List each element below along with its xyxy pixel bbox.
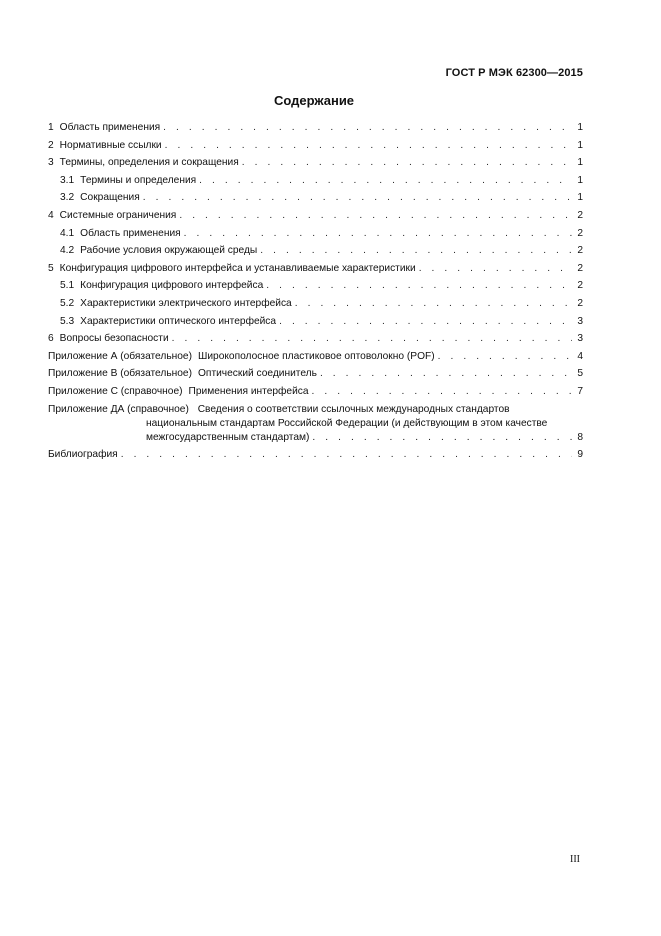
- toc-entry-6[interactable]: [48, 332, 583, 346]
- toc-entry-page: 2: [577, 297, 583, 309]
- toc-entry-page: 2: [577, 280, 583, 292]
- toc-entry-number: 3.1: [60, 174, 75, 186]
- toc-entry-label: Нормативные ссылки: [59, 139, 162, 151]
- toc-entry-label: Оптический соединитель: [198, 368, 317, 380]
- toc-entry-number: 5.3: [60, 315, 75, 327]
- toc-entry-number: 6: [48, 333, 54, 345]
- appendix-prefix: Приложение ДА (справочное): [48, 403, 189, 415]
- toc-leader-dots: [242, 156, 572, 170]
- toc-entry-3[interactable]: [48, 156, 583, 170]
- toc-entry-number: 4.1: [60, 227, 75, 239]
- appendix-prefix: Приложение С (справочное): [48, 385, 183, 397]
- toc-entry-label: Характеристики оптического интерфейса: [80, 315, 277, 327]
- toc-entry-4[interactable]: [48, 209, 583, 223]
- toc-entry-label: Конфигурация цифрового интерфейса и устанавливаемые характеристики: [59, 262, 416, 274]
- toc-entry-page: 7: [577, 385, 583, 397]
- toc-entry-number: 4.2: [60, 245, 75, 257]
- toc-leader-dots: [266, 279, 572, 293]
- toc-leader-dots: [184, 227, 572, 241]
- toc-entry-number: 3: [48, 157, 54, 169]
- toc-leader-dots: [172, 332, 572, 346]
- toc-leader-dots: [312, 431, 574, 445]
- toc-leader-dots: [260, 244, 572, 258]
- toc-leader-dots: [279, 315, 572, 329]
- toc-entry-appendix-da[interactable]: [48, 403, 583, 445]
- toc-entry-2[interactable]: [48, 139, 583, 153]
- toc-entry-bibliography[interactable]: [48, 448, 583, 462]
- toc-entry-page: 2: [577, 209, 583, 221]
- toc-entry-label: Применения интерфейса: [188, 385, 309, 397]
- toc-entry-number: 3.2: [60, 192, 75, 204]
- toc-entry-label: Системные ограничения: [59, 209, 177, 221]
- toc-leader-dots: [165, 139, 572, 153]
- toc-entry-page: 3: [577, 333, 583, 345]
- toc-entry-label: Термины и определения: [80, 174, 197, 186]
- toc-leader-dots: [320, 367, 572, 381]
- toc-leader-dots: [295, 297, 572, 311]
- toc-entry-page: 1: [577, 122, 583, 133]
- toc-entry-label: Конфигурация цифрового интерфейса: [80, 280, 264, 292]
- toc-entry-label: Широкополосное пластиковое оптоволокно (POF): [198, 350, 435, 362]
- toc-entry-appendix-c[interactable]: [48, 385, 583, 399]
- toc-entry-number: 5.2: [60, 297, 75, 309]
- toc-entry-page: 9: [577, 449, 583, 461]
- toc-entry-label-line2: национальным стандартам Российской Федерации (и действующим в этом качестве: [146, 417, 548, 429]
- toc-entry-5-1[interactable]: [48, 279, 583, 293]
- toc-entry-label: Область применения: [80, 227, 181, 239]
- toc-entry-label: Область применения: [59, 122, 161, 133]
- toc-entry-label: Термины, определения и сокращения: [59, 157, 239, 169]
- toc-entry-appendix-a[interactable]: [48, 350, 583, 364]
- toc-entry-3-2[interactable]: [48, 191, 583, 205]
- toc-entry-label: Вопросы безопасности: [59, 333, 169, 345]
- toc-entry-4-2[interactable]: [48, 244, 583, 258]
- appendix-prefix: Приложение А (обязательное): [48, 350, 192, 362]
- toc-entry-1[interactable]: [48, 121, 583, 135]
- table-of-contents: [48, 121, 583, 466]
- toc-entry-number: 1: [48, 122, 54, 133]
- toc-entry-page: 1: [577, 192, 583, 204]
- toc-entry-first-line: [48, 403, 583, 417]
- toc-entry-number: 5.1: [60, 280, 75, 292]
- toc-entry-label-line1: Сведения о соответствии ссылочных международных стандартов: [197, 403, 510, 415]
- toc-leader-dots: [312, 385, 572, 399]
- toc-entry-label: Характеристики электрического интерфейса: [80, 297, 292, 309]
- page-number: III: [570, 854, 580, 865]
- toc-entry-3-1[interactable]: [48, 174, 583, 188]
- toc-leader-dots: [121, 448, 572, 462]
- toc-entry-last-line: [48, 431, 583, 445]
- toc-entry-4-1[interactable]: [48, 227, 583, 241]
- toc-entry-label: Рабочие условия окружающей среды: [80, 245, 258, 257]
- toc-entry-5-3[interactable]: [48, 315, 583, 329]
- toc-entry-label: Сокращения: [80, 192, 140, 204]
- toc-entry-number: 4: [48, 209, 54, 221]
- toc-title: Содержание: [273, 93, 355, 108]
- toc-entry-page: 8: [577, 431, 583, 443]
- toc-entry-number: 5: [48, 262, 54, 274]
- toc-entry-appendix-b[interactable]: [48, 367, 583, 381]
- toc-leader-dots: [419, 262, 572, 276]
- toc-leader-dots: [143, 191, 572, 205]
- toc-entry-5[interactable]: [48, 262, 583, 276]
- toc-entry-page: 2: [577, 227, 583, 239]
- toc-entry-page: 3: [577, 315, 583, 327]
- toc-entry-page: 4: [577, 350, 583, 362]
- toc-entry-number: 2: [48, 139, 54, 151]
- toc-leader-dots: [199, 174, 572, 188]
- toc-entry-5-2[interactable]: [48, 297, 583, 311]
- appendix-prefix: Приложение В (обязательное): [48, 368, 192, 380]
- toc-entry-page: 2: [577, 245, 583, 257]
- toc-leader-dots: [438, 350, 572, 364]
- toc-leader-dots: [179, 209, 572, 223]
- toc-entry-page: 1: [577, 174, 583, 186]
- toc-leader-dots: [163, 121, 572, 135]
- toc-entry-label-line3: межгосударственным стандартам): [146, 431, 310, 443]
- toc-entry-page: 1: [577, 139, 583, 151]
- toc-entry-page: 1: [577, 157, 583, 169]
- toc-entry-page: 2: [577, 262, 583, 274]
- document-standard-id: ГОСТ Р МЭК 62300—2015: [445, 67, 583, 79]
- toc-entry-label: Библиография: [48, 449, 118, 461]
- toc-entry-page: 5: [577, 368, 583, 380]
